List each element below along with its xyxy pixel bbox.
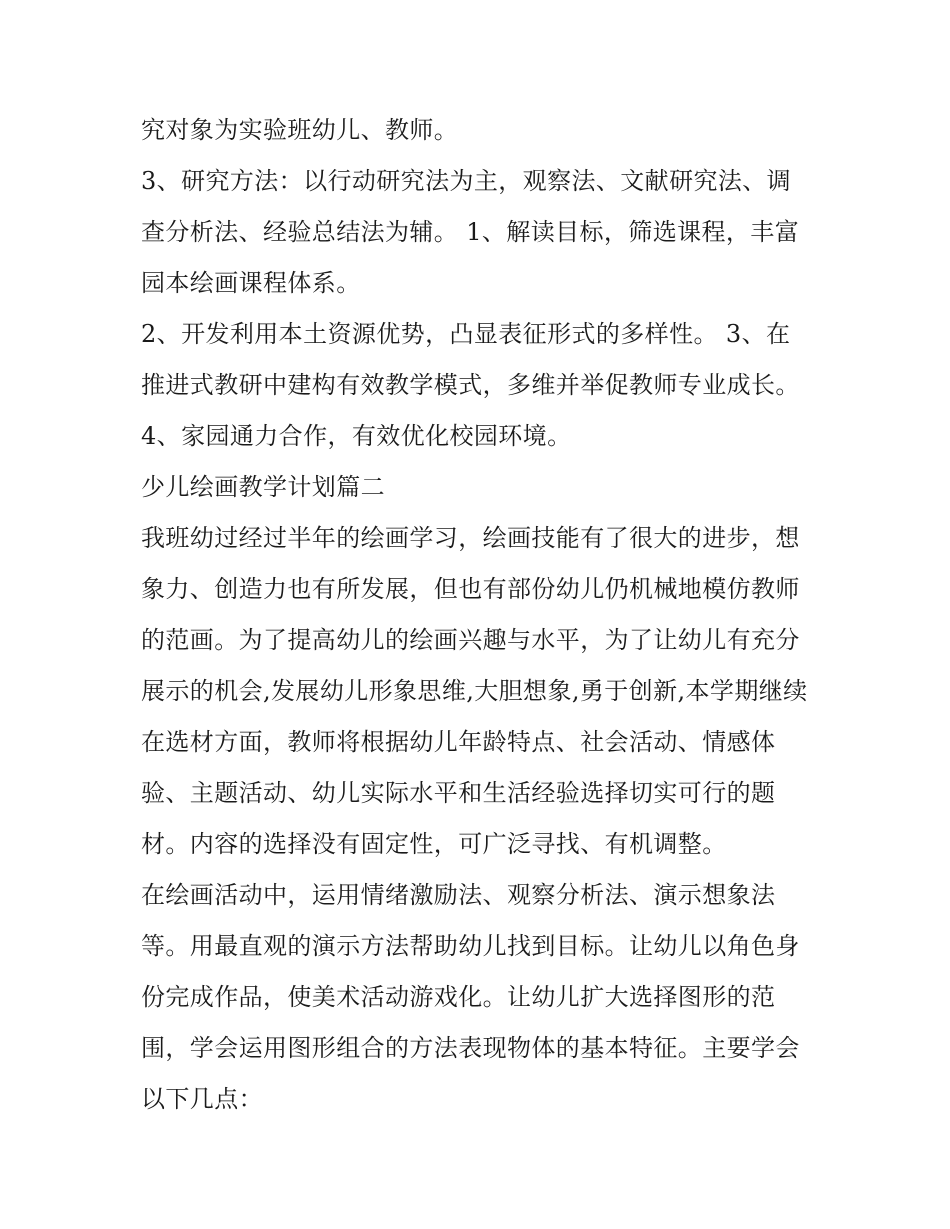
text-line: 象力、创造力也有所发展，但也有部份幼儿仍机械地模仿教师 [141, 575, 800, 603]
text-line: 围，学会运用图形组合的方法表现物体的基本特征。主要学会 [141, 1034, 800, 1062]
text-line: 园本绘画课程体系。 [141, 269, 361, 297]
text-line: 验、主题活动、幼儿实际水平和生活经验选择切实可行的题 [141, 779, 776, 807]
text-line: 4、家园通力合作，有效优化校园环境。 [141, 422, 572, 450]
text-line: 的范画。为了提高幼儿的绘画兴趣与水平，为了让幼儿有充分 [141, 626, 800, 654]
text-line: 在绘画活动中，运用情绪激励法、观察分析法、演示想象法 [141, 881, 776, 909]
section-heading: 少儿绘画教学计划篇二 [141, 473, 385, 501]
text-line: 以下几点： [141, 1085, 263, 1113]
text-line: 3、研究方法：以行动研究法为主，观察法、文献研究法、调 [141, 167, 792, 195]
text-line: 在选材方面，教师将根据幼儿年龄特点、社会活动、情感体 [141, 728, 776, 756]
text-line: 等。用最直观的演示方法帮助幼儿找到目标。让幼儿以角色身 [141, 932, 800, 960]
text-line: 究对象为实验班幼儿、教师。 [141, 116, 459, 144]
text-line: 查分析法、经验总结法为辅。 1、解读目标，筛选课程，丰富 [141, 218, 800, 246]
text-line: 我班幼过经过半年的绘画学习，绘画技能有了很大的进步，想 [141, 524, 800, 552]
text-line: 展示的机会,发展幼儿形象思维,大胆想象,勇于创新,本学期继续 [141, 677, 808, 705]
text-line: 2、开发利用本土资源优势，凸显表征形式的多样性。 3、在 [141, 320, 791, 348]
text-line: 份完成作品，使美术活动游戏化。让幼儿扩大选择图形的范 [141, 983, 776, 1011]
text-line: 材。内容的选择没有固定性，可广泛寻找、有机调整。 [141, 830, 727, 858]
text-line: 推进式教研中建构有效教学模式，多维并举促教师专业成长。 [141, 371, 800, 399]
